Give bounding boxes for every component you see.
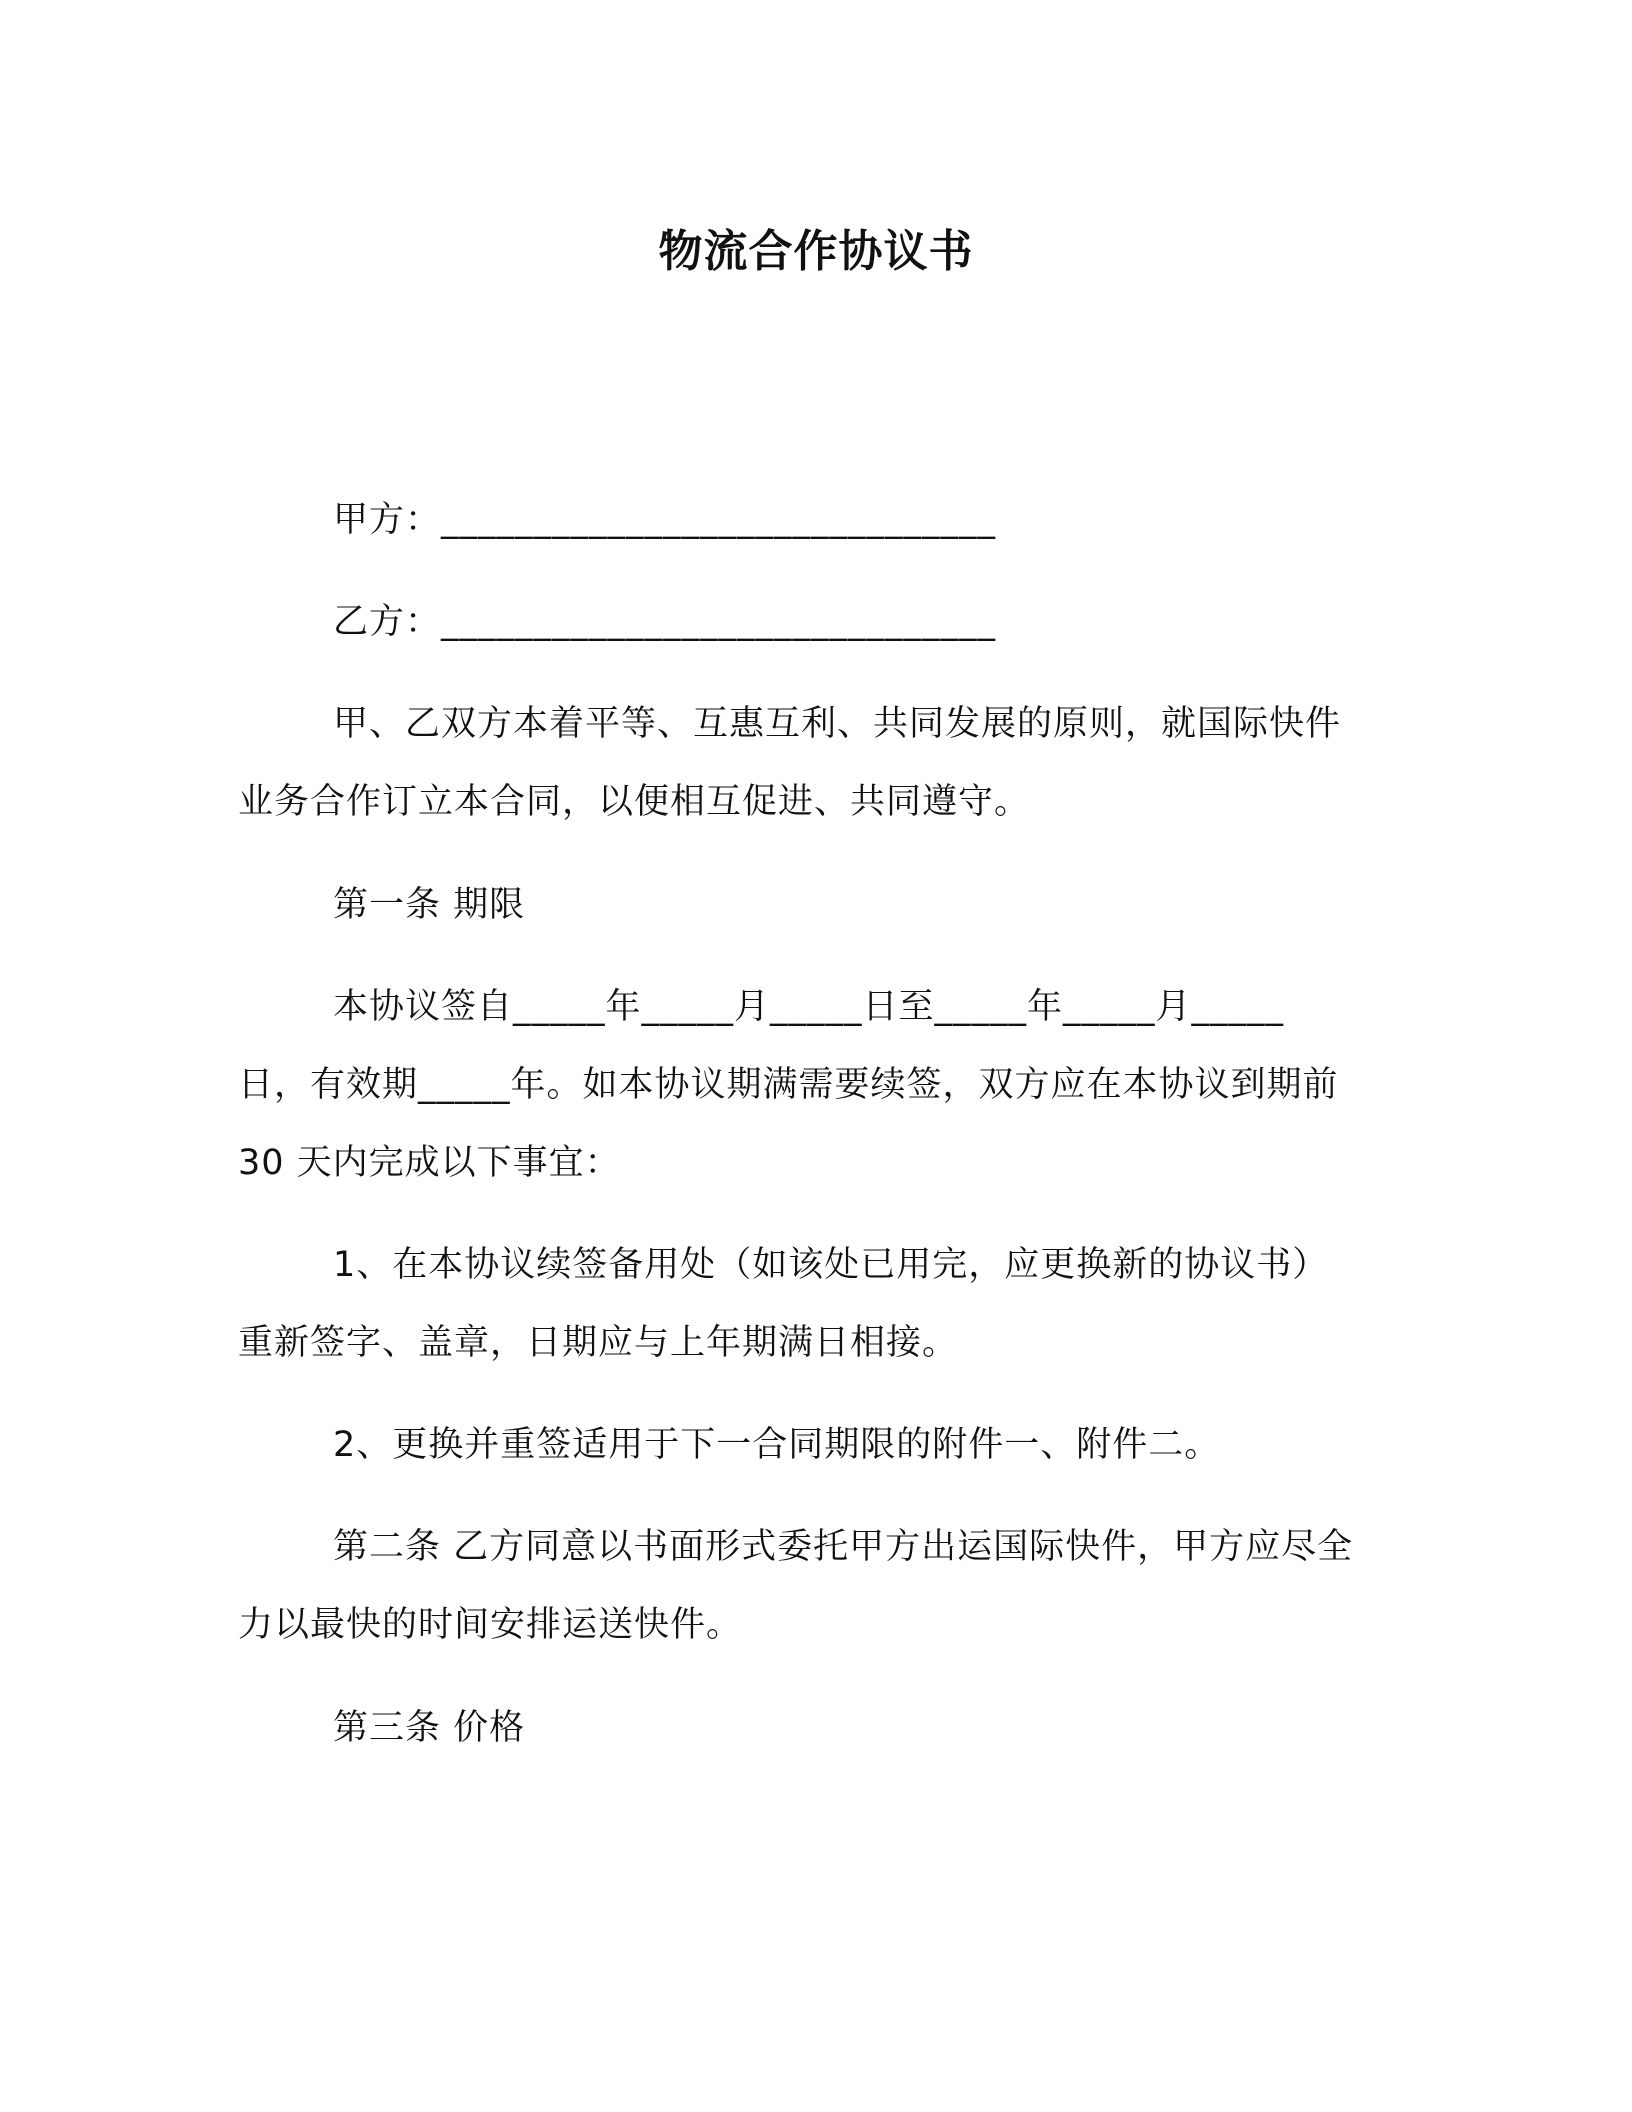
article-2-line-1: 第二条 乙方同意以书面形式委托甲方出运国际快件，甲方应尽全 bbox=[333, 1527, 1354, 1567]
preamble-line-2: 业务合作订立本合同，以便相互促进、共同遵守。 bbox=[238, 782, 1031, 822]
party-a-line: 甲方：______________________________ bbox=[333, 500, 997, 540]
item-2-line: 2、更换并重签适用于下一合同期限的附件一、附件二。 bbox=[333, 1425, 1221, 1465]
item-1-line-2: 重新签字、盖章，日期应与上年期满日相接。 bbox=[238, 1323, 959, 1363]
article-2-line-2: 力以最快的时间安排运送快件。 bbox=[238, 1605, 743, 1645]
item-1-line-1: 1、在本协议续签备用处（如该处已用完，应更换新的协议书） bbox=[333, 1245, 1329, 1285]
preamble-line-1: 甲、乙双方本着平等、互惠互利、共同发展的原则，就国际快件 bbox=[333, 704, 1342, 744]
term-line-1: 本协议签自_____年_____月_____日至_____年_____月_____ bbox=[333, 987, 1285, 1027]
term-line-2: 日，有效期_____年。如本协议期满需要续签，双方应在本协议到期前 bbox=[238, 1065, 1339, 1105]
article-1-heading: 第一条 期限 bbox=[333, 885, 526, 925]
term-line-3: 30 天内完成以下事宜： bbox=[238, 1143, 621, 1183]
article-3-heading: 第三条 价格 bbox=[333, 1708, 526, 1748]
document-title: 物流合作协议书 bbox=[658, 226, 974, 277]
party-b-line: 乙方：______________________________ bbox=[333, 602, 997, 642]
